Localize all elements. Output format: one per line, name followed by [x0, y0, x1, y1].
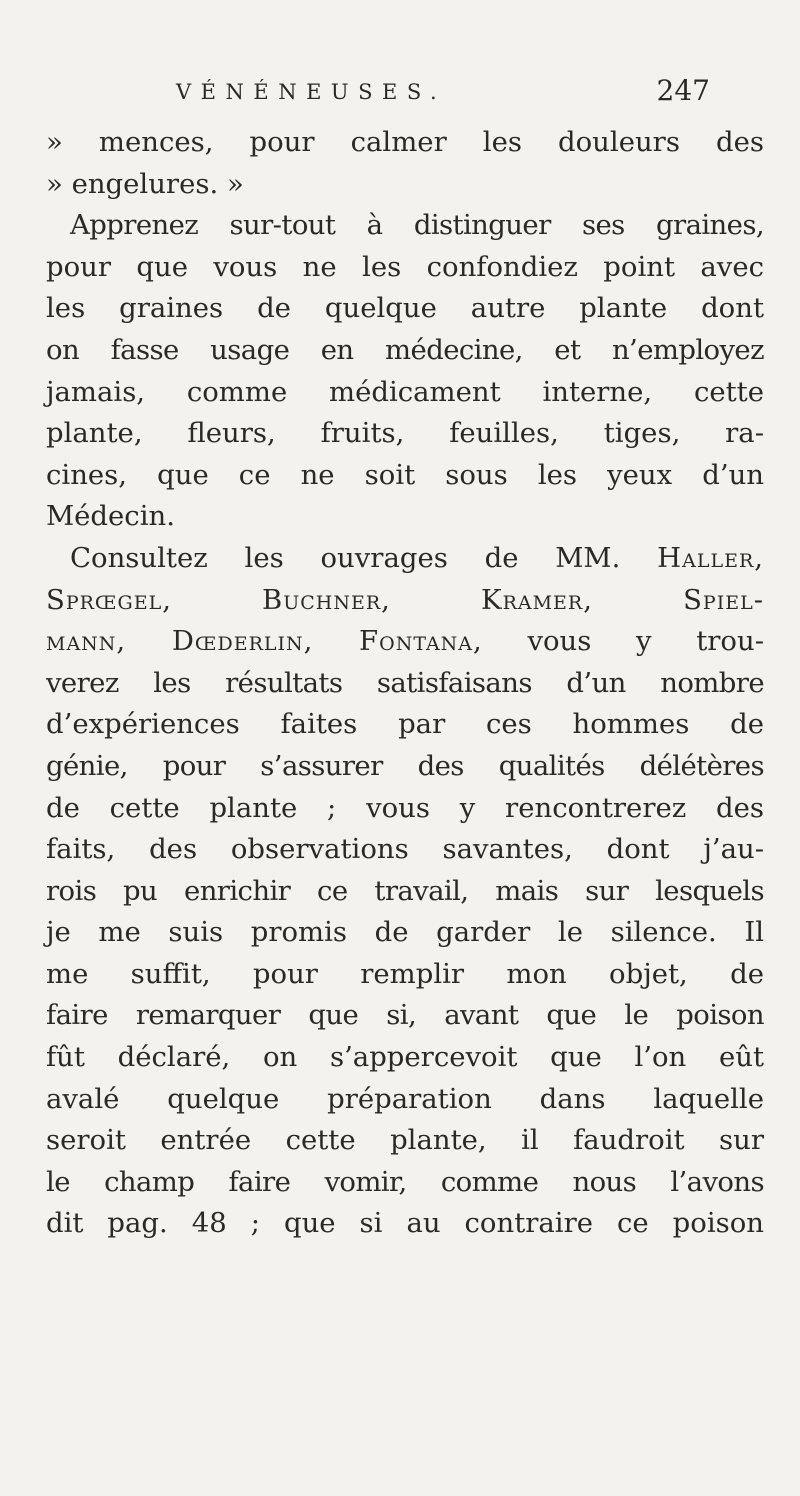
text-line-9: cines, que ce ne soit sous les yeux d’un — [46, 458, 764, 491]
text-line-8: plante, fleurs, fruits, feuilles, tiges, ra- — [46, 417, 764, 450]
text-line-5: les graines de quelque autre plante dont — [46, 292, 764, 325]
text-line-20: je me suis promis de garder le silence. Il — [46, 916, 764, 949]
text-line-24: avalé quelque préparation dans laquelle — [46, 1082, 764, 1115]
body-text — [46, 122, 764, 1245]
text-line-22: faire remarquer que si, avant que le poison — [46, 999, 764, 1032]
text-line-14: verez les résultats satisfaisans d’un nombre — [46, 666, 764, 699]
text-line-23: fût déclaré, on s’appercevoit que l’on eût — [46, 1041, 764, 1074]
text-line-16: génie, pour s’assurer des qualités délétères — [46, 749, 764, 782]
text-line-6: on fasse usage en médecine, et n’employez — [46, 333, 764, 366]
text-line-21: me suffit, pour remplir mon objet, de — [46, 957, 764, 990]
text-line-13 — [46, 621, 764, 663]
text-line-2: » engelures. » — [46, 167, 244, 200]
text-line-17: de cette plante ; vous y rencontrerez des — [46, 791, 764, 824]
text-line-18: faits, des observations savantes, dont j’au- — [46, 833, 764, 866]
author-haller: Haller, — [657, 541, 764, 574]
text-line-7: jamais, comme médicament interne, cette — [46, 375, 764, 408]
text-line-10: Médecin. — [46, 500, 175, 533]
text-line-13-end: vous y trou- — [527, 625, 764, 658]
text-line-11 — [46, 538, 764, 580]
page-header — [176, 74, 716, 114]
text-line-15: d’expériences faites par ces hommes de — [46, 708, 764, 741]
page-number: 247 — [656, 74, 710, 107]
text-line-4: pour que vous ne les confondiez point avec — [46, 250, 764, 283]
text-line-27: dit pag. 48 ; que si au contraire ce poison — [46, 1207, 764, 1240]
running-title: VÉNÉNEUSES. — [176, 80, 447, 104]
text-line-11-start: Consultez les ouvrages de MM. — [70, 541, 621, 574]
text-line-26: le champ faire vomir, comme nous l’avons — [46, 1165, 764, 1198]
text-line-25: seroit entrée cette plante, il faudroit sur — [46, 1124, 764, 1157]
text-line-3: Apprenez sur-tout à distinguer ses graines, — [70, 209, 764, 242]
text-line-19: rois pu enrichir ce travail, mais sur lesquels — [46, 874, 764, 907]
text-line-12: Sprœgel, Buchner, Kramer, Spiel- — [46, 583, 764, 616]
text-line-1: » mences, pour calmer les douleurs des — [46, 126, 764, 158]
authors-list: mann, Dœderlin, Fontana, — [46, 625, 483, 658]
